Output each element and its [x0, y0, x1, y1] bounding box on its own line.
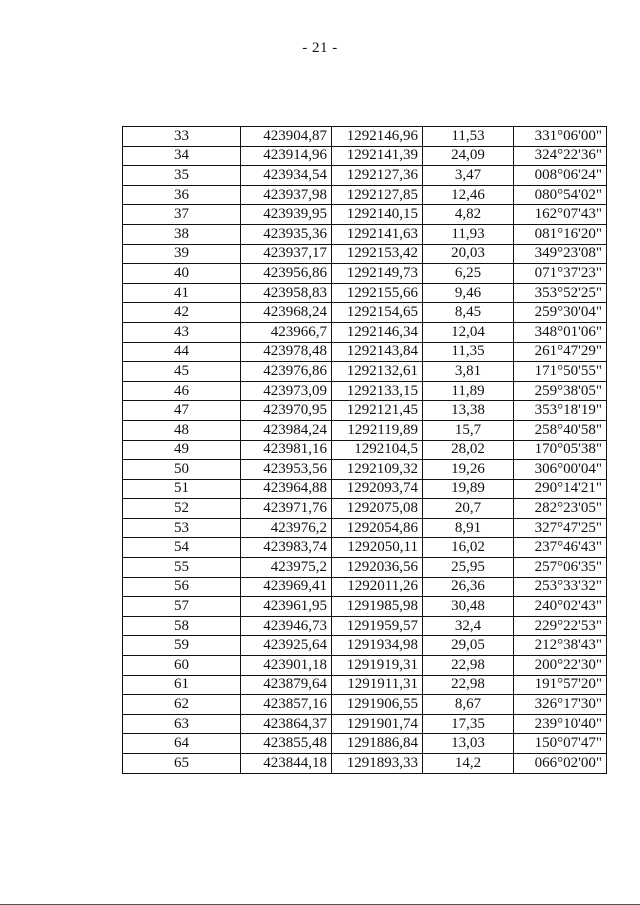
bearing-cell: 240°02'43" — [514, 597, 607, 617]
bearing-cell: 282°23'05" — [514, 499, 607, 519]
distance-cell: 8,67 — [423, 695, 514, 715]
distance-cell: 9,46 — [423, 283, 514, 303]
table-row — [123, 714, 607, 734]
y-coordinate-cell: 1292143,84 — [332, 342, 423, 362]
distance-cell: 11,93 — [423, 224, 514, 244]
x-coordinate-cell: 423966,7 — [241, 322, 332, 342]
distance-cell: 11,89 — [423, 381, 514, 401]
x-coordinate-cell: 423901,18 — [241, 656, 332, 676]
coordinates-table-body — [123, 127, 607, 774]
distance-cell: 24,09 — [423, 146, 514, 166]
coordinates-table — [122, 126, 607, 774]
distance-cell: 13,03 — [423, 734, 514, 754]
bearing-cell: 326°17'30" — [514, 695, 607, 715]
y-coordinate-cell: 1291959,57 — [332, 616, 423, 636]
table-row — [123, 420, 607, 440]
table-row — [123, 734, 607, 754]
table-row — [123, 166, 607, 186]
bearing-cell: 253°33'32" — [514, 577, 607, 597]
bearing-cell: 353°18'19" — [514, 401, 607, 421]
distance-cell: 25,95 — [423, 558, 514, 578]
y-coordinate-cell: 1291906,55 — [332, 695, 423, 715]
x-coordinate-cell: 423961,95 — [241, 597, 332, 617]
y-coordinate-cell: 1292149,73 — [332, 264, 423, 284]
page-number: - 21 - — [302, 40, 338, 56]
point-number-cell: 38 — [123, 224, 241, 244]
point-number-cell: 34 — [123, 146, 241, 166]
x-coordinate-cell: 423964,88 — [241, 479, 332, 499]
point-number-cell: 36 — [123, 185, 241, 205]
bearing-cell: 259°30'04" — [514, 303, 607, 323]
y-coordinate-cell: 1292140,15 — [332, 205, 423, 225]
x-coordinate-cell: 423973,09 — [241, 381, 332, 401]
distance-cell: 11,35 — [423, 342, 514, 362]
point-number-cell: 43 — [123, 322, 241, 342]
distance-cell: 22,98 — [423, 656, 514, 676]
point-number-cell: 60 — [123, 656, 241, 676]
bearing-cell: 258°40'58" — [514, 420, 607, 440]
point-number-cell: 50 — [123, 460, 241, 480]
y-coordinate-cell: 1292155,66 — [332, 283, 423, 303]
distance-cell: 22,98 — [423, 675, 514, 695]
x-coordinate-cell: 423978,48 — [241, 342, 332, 362]
distance-cell: 26,36 — [423, 577, 514, 597]
point-number-cell: 52 — [123, 499, 241, 519]
distance-cell: 4,82 — [423, 205, 514, 225]
table-row — [123, 440, 607, 460]
x-coordinate-cell: 423934,54 — [241, 166, 332, 186]
point-number-cell: 37 — [123, 205, 241, 225]
bearing-cell: 191°57'20" — [514, 675, 607, 695]
bearing-cell: 348°01'06" — [514, 322, 607, 342]
table-row — [123, 303, 607, 323]
x-coordinate-cell: 423956,86 — [241, 264, 332, 284]
y-coordinate-cell: 1292075,08 — [332, 499, 423, 519]
y-coordinate-cell: 1292121,45 — [332, 401, 423, 421]
distance-cell: 28,02 — [423, 440, 514, 460]
x-coordinate-cell: 423975,2 — [241, 558, 332, 578]
bearing-cell: 071°37'23" — [514, 264, 607, 284]
distance-cell: 19,89 — [423, 479, 514, 499]
distance-cell: 6,25 — [423, 264, 514, 284]
point-number-cell: 39 — [123, 244, 241, 264]
point-number-cell: 49 — [123, 440, 241, 460]
bearing-cell: 170°05'38" — [514, 440, 607, 460]
bearing-cell: 066°02'00" — [514, 754, 607, 774]
y-coordinate-cell: 1292050,11 — [332, 538, 423, 558]
distance-cell: 14,2 — [423, 754, 514, 774]
distance-cell: 12,46 — [423, 185, 514, 205]
point-number-cell: 54 — [123, 538, 241, 558]
point-number-cell: 48 — [123, 420, 241, 440]
x-coordinate-cell: 423925,64 — [241, 636, 332, 656]
y-coordinate-cell: 1291934,98 — [332, 636, 423, 656]
point-number-cell: 59 — [123, 636, 241, 656]
y-coordinate-cell: 1292036,56 — [332, 558, 423, 578]
point-number-cell: 40 — [123, 264, 241, 284]
table-row — [123, 362, 607, 382]
point-number-cell: 33 — [123, 127, 241, 147]
table-row — [123, 283, 607, 303]
bearing-cell: 081°16'20" — [514, 224, 607, 244]
bearing-cell: 171°50'55" — [514, 362, 607, 382]
point-number-cell: 53 — [123, 518, 241, 538]
x-coordinate-cell: 423981,16 — [241, 440, 332, 460]
bearing-cell: 327°47'25" — [514, 518, 607, 538]
point-number-cell: 58 — [123, 616, 241, 636]
point-number-cell: 61 — [123, 675, 241, 695]
x-coordinate-cell: 423879,64 — [241, 675, 332, 695]
y-coordinate-cell: 1292127,85 — [332, 185, 423, 205]
bearing-cell: 259°38'05" — [514, 381, 607, 401]
bearing-cell: 290°14'21" — [514, 479, 607, 499]
table-row — [123, 597, 607, 617]
y-coordinate-cell: 1291893,33 — [332, 754, 423, 774]
distance-cell: 17,35 — [423, 714, 514, 734]
x-coordinate-cell: 423904,87 — [241, 127, 332, 147]
bearing-cell: 353°52'25" — [514, 283, 607, 303]
table-row — [123, 460, 607, 480]
bearing-cell: 200°22'30" — [514, 656, 607, 676]
bearing-cell: 261°47'29" — [514, 342, 607, 362]
distance-cell: 20,7 — [423, 499, 514, 519]
x-coordinate-cell: 423971,76 — [241, 499, 332, 519]
table-row — [123, 754, 607, 774]
table-row — [123, 322, 607, 342]
distance-cell: 13,38 — [423, 401, 514, 421]
x-coordinate-cell: 423968,24 — [241, 303, 332, 323]
y-coordinate-cell: 1291901,74 — [332, 714, 423, 734]
y-coordinate-cell: 1292154,65 — [332, 303, 423, 323]
y-coordinate-cell: 1292119,89 — [332, 420, 423, 440]
distance-cell: 8,45 — [423, 303, 514, 323]
bearing-cell: 212°38'43" — [514, 636, 607, 656]
point-number-cell: 35 — [123, 166, 241, 186]
bearing-cell: 349°23'08" — [514, 244, 607, 264]
bearing-cell: 008°06'24" — [514, 166, 607, 186]
table-row — [123, 264, 607, 284]
x-coordinate-cell: 423953,56 — [241, 460, 332, 480]
point-number-cell: 65 — [123, 754, 241, 774]
point-number-cell: 63 — [123, 714, 241, 734]
y-coordinate-cell: 1292104,5 — [332, 440, 423, 460]
y-coordinate-cell: 1292011,26 — [332, 577, 423, 597]
y-coordinate-cell: 1292146,34 — [332, 322, 423, 342]
x-coordinate-cell: 423857,16 — [241, 695, 332, 715]
table-row — [123, 656, 607, 676]
point-number-cell: 46 — [123, 381, 241, 401]
table-row — [123, 401, 607, 421]
x-coordinate-cell: 423937,17 — [241, 244, 332, 264]
table-row — [123, 146, 607, 166]
y-coordinate-cell: 1292109,32 — [332, 460, 423, 480]
table-row — [123, 695, 607, 715]
y-coordinate-cell: 1291919,31 — [332, 656, 423, 676]
point-number-cell: 51 — [123, 479, 241, 499]
x-coordinate-cell: 423984,24 — [241, 420, 332, 440]
table-row — [123, 675, 607, 695]
bearing-cell: 150°07'47" — [514, 734, 607, 754]
x-coordinate-cell: 423976,2 — [241, 518, 332, 538]
table-row — [123, 205, 607, 225]
y-coordinate-cell: 1292133,15 — [332, 381, 423, 401]
distance-cell: 29,05 — [423, 636, 514, 656]
y-coordinate-cell: 1292054,86 — [332, 518, 423, 538]
x-coordinate-cell: 423864,37 — [241, 714, 332, 734]
bearing-cell: 257°06'35" — [514, 558, 607, 578]
distance-cell: 32,4 — [423, 616, 514, 636]
distance-cell: 30,48 — [423, 597, 514, 617]
y-coordinate-cell: 1292127,36 — [332, 166, 423, 186]
point-number-cell: 41 — [123, 283, 241, 303]
table-row — [123, 558, 607, 578]
y-coordinate-cell: 1291985,98 — [332, 597, 423, 617]
y-coordinate-cell: 1292132,61 — [332, 362, 423, 382]
table-row — [123, 538, 607, 558]
x-coordinate-cell: 423939,95 — [241, 205, 332, 225]
x-coordinate-cell: 423855,48 — [241, 734, 332, 754]
bearing-cell: 324°22'36" — [514, 146, 607, 166]
table-row — [123, 342, 607, 362]
table-row — [123, 381, 607, 401]
table-row — [123, 224, 607, 244]
distance-cell: 3,47 — [423, 166, 514, 186]
table-row — [123, 127, 607, 147]
x-coordinate-cell: 423946,73 — [241, 616, 332, 636]
x-coordinate-cell: 423844,18 — [241, 754, 332, 774]
point-number-cell: 57 — [123, 597, 241, 617]
point-number-cell: 55 — [123, 558, 241, 578]
table-row — [123, 499, 607, 519]
distance-cell: 16,02 — [423, 538, 514, 558]
bearing-cell: 237°46'43" — [514, 538, 607, 558]
x-coordinate-cell: 423935,36 — [241, 224, 332, 244]
bearing-cell: 229°22'53" — [514, 616, 607, 636]
point-number-cell: 62 — [123, 695, 241, 715]
point-number-cell: 45 — [123, 362, 241, 382]
distance-cell: 3,81 — [423, 362, 514, 382]
x-coordinate-cell: 423914,96 — [241, 146, 332, 166]
point-number-cell: 47 — [123, 401, 241, 421]
distance-cell: 11,53 — [423, 127, 514, 147]
x-coordinate-cell: 423970,95 — [241, 401, 332, 421]
y-coordinate-cell: 1292153,42 — [332, 244, 423, 264]
point-number-cell: 64 — [123, 734, 241, 754]
x-coordinate-cell: 423976,86 — [241, 362, 332, 382]
distance-cell: 12,04 — [423, 322, 514, 342]
table-row — [123, 479, 607, 499]
table-row — [123, 244, 607, 264]
distance-cell: 20,03 — [423, 244, 514, 264]
y-coordinate-cell: 1292141,39 — [332, 146, 423, 166]
bearing-cell: 162°07'43" — [514, 205, 607, 225]
point-number-cell: 44 — [123, 342, 241, 362]
distance-cell: 8,91 — [423, 518, 514, 538]
y-coordinate-cell: 1291886,84 — [332, 734, 423, 754]
table-row — [123, 518, 607, 538]
table-row — [123, 185, 607, 205]
x-coordinate-cell: 423969,41 — [241, 577, 332, 597]
distance-cell: 15,7 — [423, 420, 514, 440]
bearing-cell: 306°00'04" — [514, 460, 607, 480]
table-row — [123, 636, 607, 656]
bearing-cell: 239°10'40" — [514, 714, 607, 734]
y-coordinate-cell: 1292093,74 — [332, 479, 423, 499]
x-coordinate-cell: 423958,83 — [241, 283, 332, 303]
table-row — [123, 577, 607, 597]
bearing-cell: 331°06'00" — [514, 127, 607, 147]
y-coordinate-cell: 1291911,31 — [332, 675, 423, 695]
point-number-cell: 42 — [123, 303, 241, 323]
distance-cell: 19,26 — [423, 460, 514, 480]
table-row — [123, 616, 607, 636]
x-coordinate-cell: 423983,74 — [241, 538, 332, 558]
y-coordinate-cell: 1292146,96 — [332, 127, 423, 147]
x-coordinate-cell: 423937,98 — [241, 185, 332, 205]
y-coordinate-cell: 1292141,63 — [332, 224, 423, 244]
point-number-cell: 56 — [123, 577, 241, 597]
bearing-cell: 080°54'02" — [514, 185, 607, 205]
